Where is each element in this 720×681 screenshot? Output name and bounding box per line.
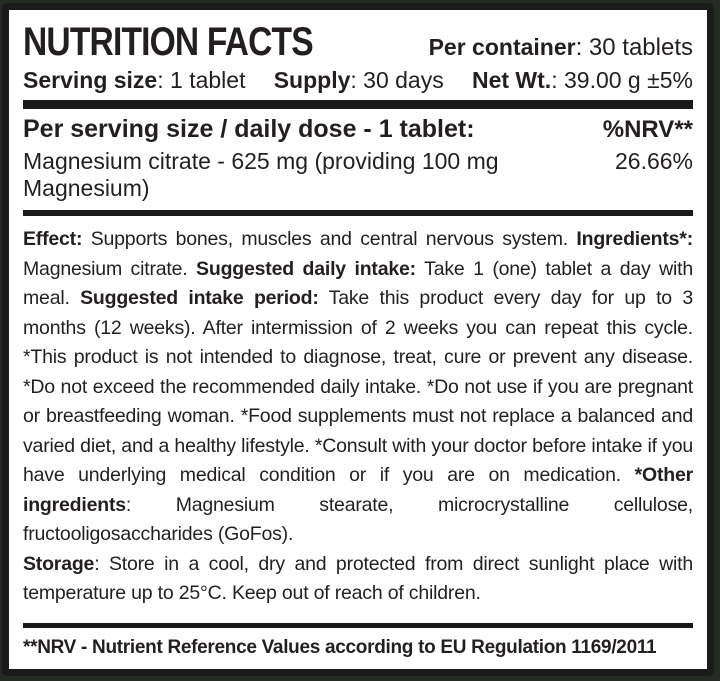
storage-paragraph: Storage: Store in a cool, dry and protected from direct sunlight place with temperature up to 25°C. Keep out of reach of children.	[23, 552, 693, 604]
nrv-header: %NRV**	[602, 116, 693, 143]
per-container-value: : 30 tablets	[575, 34, 693, 61]
serving-size	[23, 67, 245, 94]
supply-value: : 30 days	[350, 67, 444, 93]
serving-heading-row	[23, 115, 693, 144]
divider-header	[23, 100, 693, 109]
serving-size-label: Serving size	[23, 67, 158, 93]
header-row-top	[23, 20, 693, 65]
info-paragraph: Effect: Supports bones, muscles and central nervous system. Ingredients*: Magnesium citrate. Suggested daily intake: Take 1 (one) tablet a day with meal. Suggested intake period: Take this product every day for up to 3 months (12 weeks). After intermission of 2 weeks you can repeat this cycle. *This product is not intended to diagnose, treat, cure or prevent any disease. *Do not exceed the recommended daily intake. *Do not use if you are pregnant or breastfeeding woman. *Food supplements must not replace a balanced and varied diet, and a healthy lifestyle. *Consult with your doctor before intake if you have underlying medical condition or if you are on medication. *Other ingredients: Magnesium stearate, microcrystalline cellulose, fructooligosaccharides (GoFos).	[23, 228, 693, 545]
ingredient-row	[23, 148, 693, 202]
supply-label: Supply	[273, 67, 351, 93]
nrv-footnote: **NRV - Nutrient Reference Values according to EU Regulation 1169/2011	[23, 637, 657, 658]
serving-heading: Per serving size / daily dose - 1 tablet:	[23, 115, 475, 143]
spacer	[23, 609, 693, 624]
net-weight-value: : 39.00 g ±5%	[551, 67, 693, 93]
info-section	[23, 216, 693, 609]
supply	[274, 67, 444, 94]
nutrition-facts-label	[2, 3, 714, 676]
ingredient-name: Magnesium citrate - 625 mg (providing 100 mg Magnesium)	[23, 148, 499, 201]
net-weight	[472, 67, 693, 94]
nrv-value: 26.66%	[614, 148, 693, 174]
net-weight-label: Net Wt.	[471, 67, 552, 93]
per-container	[429, 34, 693, 62]
header-row-bottom	[23, 67, 693, 94]
serving-size-value: : 1 tablet	[157, 67, 246, 93]
serving-section	[23, 109, 693, 206]
label-title: NUTRITION FACTS	[23, 20, 313, 64]
per-container-label: Per container	[428, 34, 576, 60]
